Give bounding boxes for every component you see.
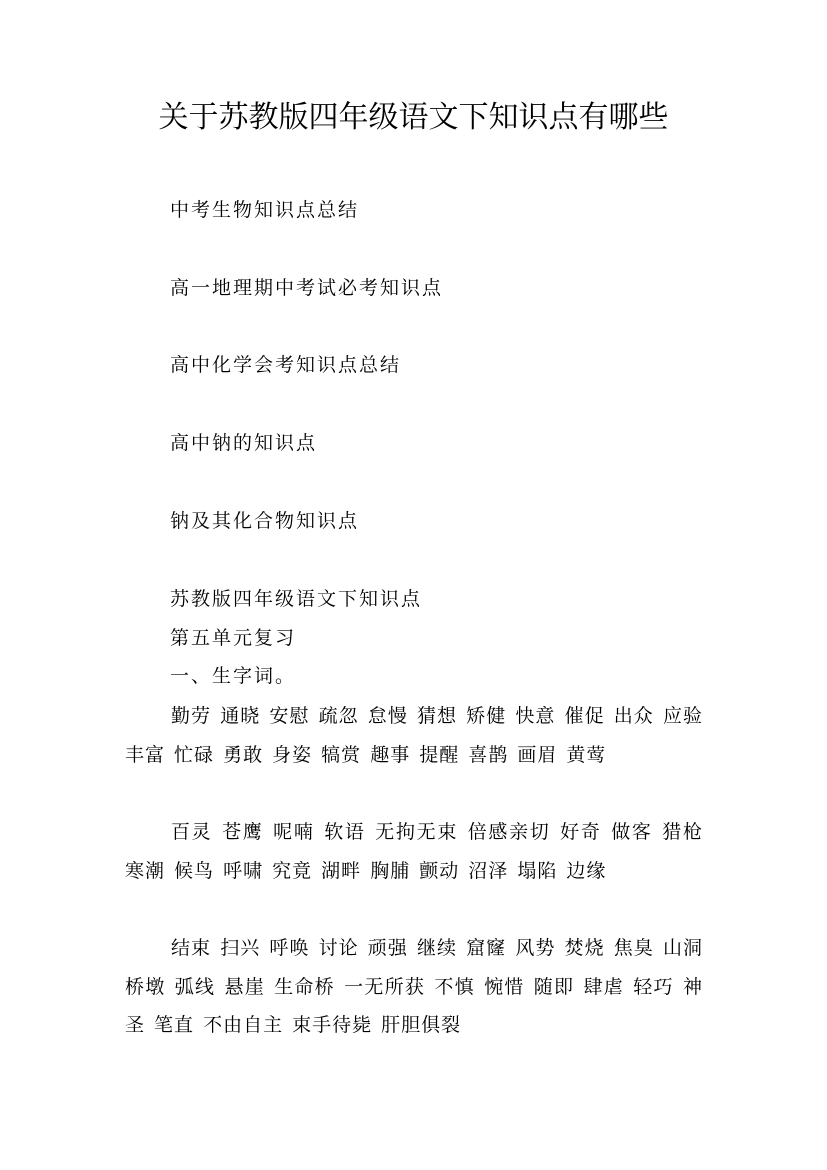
document-title: 关于苏教版四年级语文下知识点有哪些 xyxy=(158,100,669,135)
section-heading: 苏教版四年级语文下知识点 xyxy=(170,588,423,610)
vocabulary-paragraph-2: 百灵 苍鹰 呢喃 软语 无拘无束 倍感亲切 好奇 做客 猎枪 寒潮 候鸟 呼啸 究竟 湖畔 胸脯 颤动 沼泽 塌陷 边缘 xyxy=(125,821,703,882)
related-link-2[interactable]: 高一地理期中考试必考知识点 xyxy=(170,277,444,299)
vocabulary-paragraph-3: 结束 扫兴 呼唤 讨论 顽强 继续 窟窿 风势 焚烧 焦臭 山洞 桥墩 弧线 悬崖 生命桥 一无所获 不慎 惋惜 随即 肆虐 轻巧 神圣 笔直 不由自主 束手待毙 肝胆俱裂 xyxy=(125,937,703,1036)
related-link-5[interactable]: 钠及其化合物知识点 xyxy=(170,510,360,532)
related-link-4[interactable]: 高中钠的知识点 xyxy=(170,432,318,454)
vocabulary-paragraph-1: 勤劳 通晓 安慰 疏忽 怠慢 猜想 矫健 快意 催促 出众 应验 丰富 忙碌 勇敢 身姿 犒赏 趣事 提醒 喜鹊 画眉 黄莺 xyxy=(125,705,703,766)
unit-heading: 第五单元复习 xyxy=(170,627,297,649)
related-link-3[interactable]: 高中化学会考知识点总结 xyxy=(170,354,402,376)
related-link-1[interactable]: 中考生物知识点总结 xyxy=(170,199,360,221)
subheading: 一、生字词。 xyxy=(170,665,297,687)
